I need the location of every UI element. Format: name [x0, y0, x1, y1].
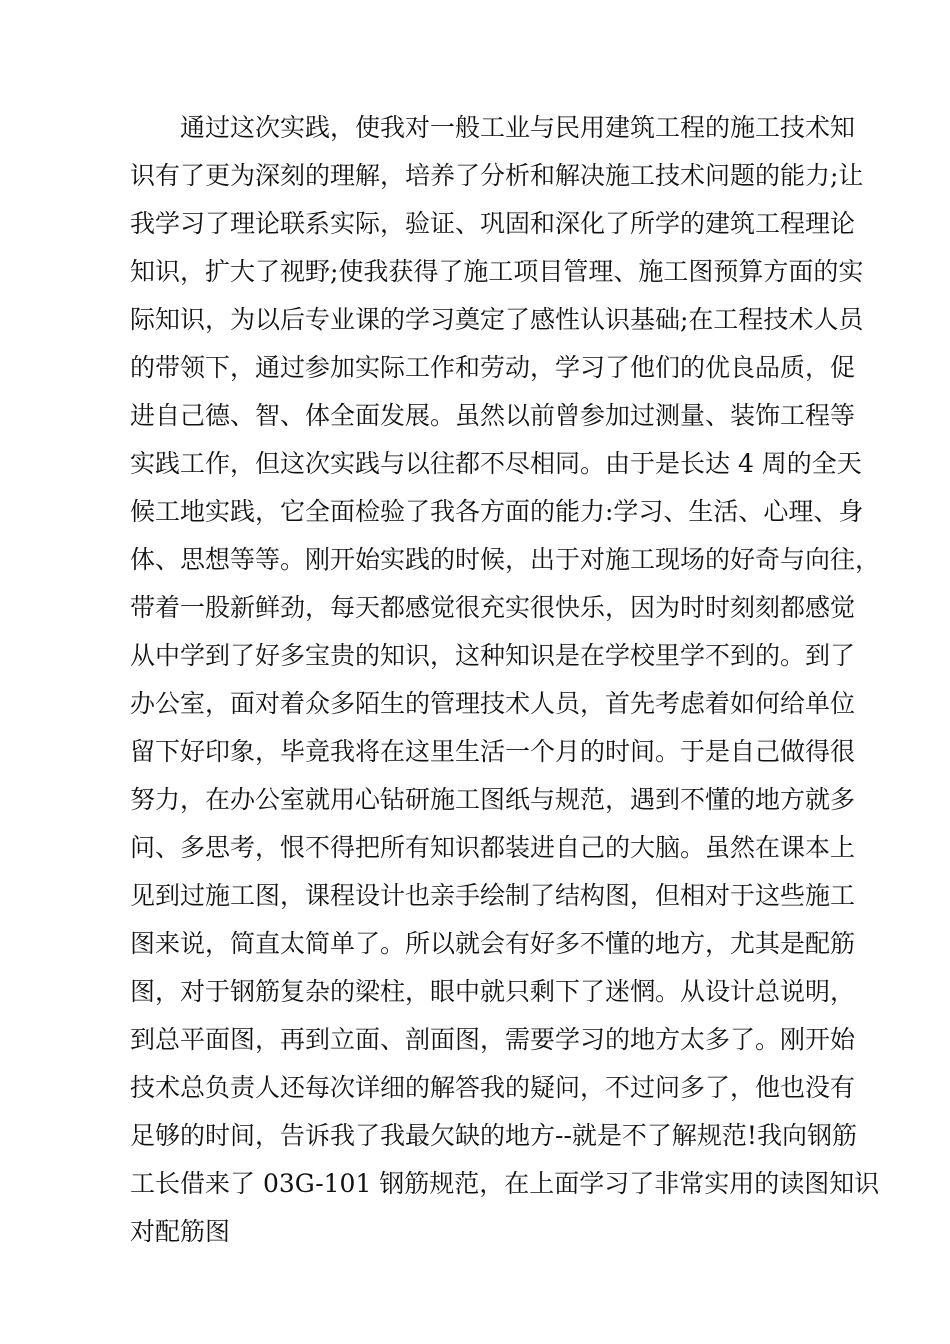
paragraph-line: 对配筋图	[130, 1217, 231, 1246]
paragraph-line: 通过这次实践，使我对一般工业与民用建筑工程的施工技术知	[180, 113, 856, 142]
paragraph-line: 实践工作，但这次实践与以往都不尽相同。由于是长达 4 周的全天	[130, 449, 862, 478]
paragraph-line: 图来说，简直太简单了。所以就会有好多不懂的地方，尤其是配筋	[130, 929, 856, 958]
paragraph-line: 识有了更为深刻的理解，培养了分析和解决施工技术问题的能力;让	[130, 161, 864, 190]
paragraph-line: 技术总负责人还每次详细的解答我的疑问，不过问多了，他也没有	[130, 1073, 856, 1102]
paragraph-line: 候工地实践，它全面检验了我各方面的能力:学习、生活、心理、身	[130, 497, 864, 526]
paragraph-line: 从中学到了好多宝贵的知识，这种知识是在学校里学不到的。到了	[130, 641, 856, 670]
paragraph-line: 知识，扩大了视野;使我获得了施工项目管理、施工图预算方面的实	[130, 257, 864, 286]
paragraph-line: 工长借来了 03G-101 钢筋规范，在上面学习了非常实用的读图知识	[130, 1169, 880, 1198]
body-paragraph	[130, 104, 881, 1256]
paragraph-line: 见到过施工图，课程设计也亲手绘制了结构图，但相对于这些施工	[130, 881, 856, 910]
paragraph-line: 留下好印象，毕竟我将在这里生活一个月的时间。于是自己做得很	[130, 737, 856, 766]
paragraph-line: 带着一股新鲜劲，每天都感觉很充实很快乐，因为时时刻刻都感觉	[130, 593, 856, 622]
paragraph-line: 的带领下，通过参加实际工作和劳动，学习了他们的优良品质，促	[130, 353, 856, 382]
paragraph-line: 到总平面图，再到立面、剖面图，需要学习的地方太多了。刚开始	[130, 1025, 856, 1054]
paragraph-line: 进自己德、智、体全面发展。虽然以前曾参加过测量、装饰工程等	[130, 401, 856, 430]
paragraph-line: 体、思想等等。刚开始实践的时候，出于对施工现场的好奇与向往，	[130, 545, 881, 574]
paragraph-line: 足够的时间，告诉我了我最欠缺的地方--就是不了解规范!我向钢筋	[130, 1121, 857, 1150]
paragraph-line: 际知识，为以后专业课的学习奠定了感性认识基础;在工程技术人员	[130, 305, 864, 334]
paragraph-line: 问、多思考，恨不得把所有知识都装进自己的大脑。虽然在课本上	[130, 833, 856, 862]
paragraph-line: 图，对于钢筋复杂的梁柱，眼中就只剩下了迷惘。从设计总说明，	[130, 977, 856, 1006]
paragraph-line: 我学习了理论联系实际，验证、巩固和深化了所学的建筑工程理论	[130, 209, 856, 238]
paragraph-line: 办公室，面对着众多陌生的管理技术人员，首先考虑着如何给单位	[130, 689, 856, 718]
paragraph-line: 努力，在办公室就用心钻研施工图纸与规范，遇到不懂的地方就多	[130, 785, 856, 814]
